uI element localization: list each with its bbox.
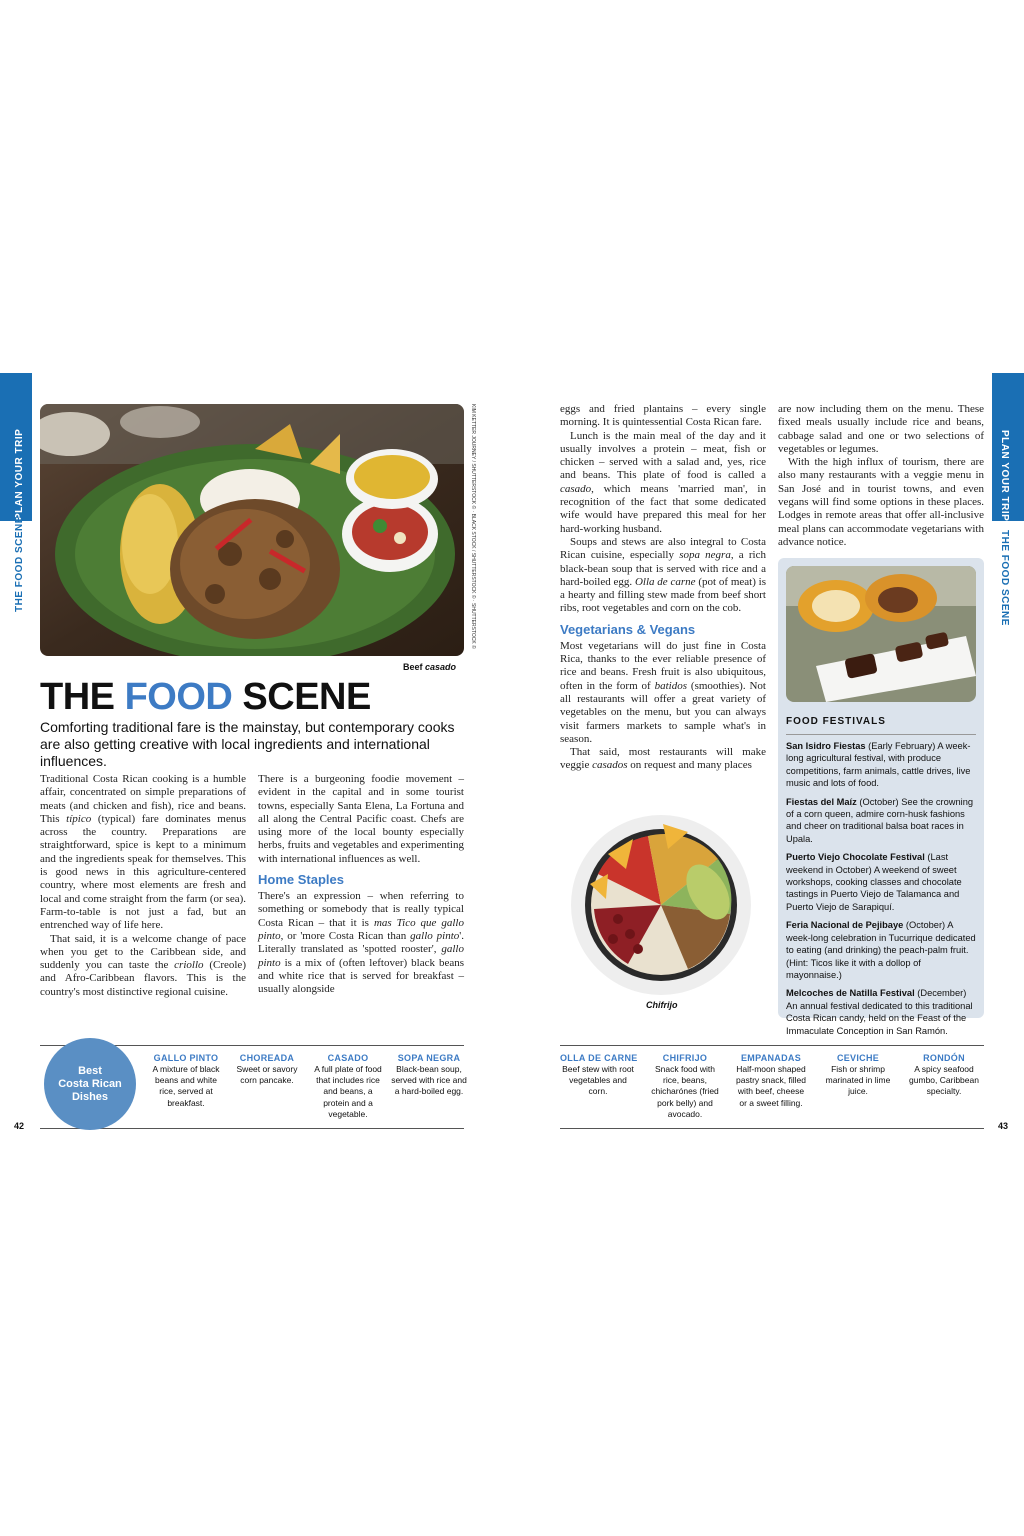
best-dishes-badge: Best Costa Rican Dishes bbox=[44, 1038, 136, 1130]
festival-item: Fiestas del Maíz (October) See the crowning of a corn queen, admire corn-husk fashions and cheer on traditional balsa boat races in Upala. bbox=[786, 796, 974, 844]
beef-casado-caption: Beef casado bbox=[403, 662, 457, 672]
food-festivals-list bbox=[786, 740, 978, 1043]
paragraph: are now including them on the menu. These fixed meals usually include rice and beans, cabbage salad and one or two selections of vegetables or legumes. bbox=[778, 403, 984, 455]
paragraph: Traditional Costa Rican cooking is a humble affair, concentrated on simple preparations of meats (and chicken and fish), rice and beans. This típico (typical) fare dominates menus across the country. Preparations are straightforward, spice is kept to a minimum and the ingredients speak for themselves. This is good news in this agriculture-centered country, where most elements are fresh and local and come straight from the farm (or sea). Farm-to-table is not just a fad, but an entrenched way of life here. bbox=[40, 773, 246, 932]
paragraph: That said, most restaurants will make veggie casados on request and many places bbox=[560, 746, 766, 772]
photo-credit: KIM KETTER JOURNEY / SHUTTERSTOCK © · BLACK STOCK / SHUTTERSTOCK © · SHUTTERSTOCK © bbox=[470, 404, 476, 649]
paragraph: eggs and fried plantains – every single morning. It is quintessential Costa Rican fare. bbox=[560, 403, 766, 429]
dish-casado: CASADO A full plate of food that includes rice and beans, a protein and a vegetable. bbox=[314, 1053, 382, 1119]
paragraph: That said, it is a welcome change of pace when you get to the Caribbean side, and suddenly you can taste the criollo (Creole) and Afro-Caribbean flavors. This is the country's most distinctive regional cuisine. bbox=[40, 932, 246, 998]
paragraph: With the high influx of tourism, there are also many restaurants with a veggie menu in San José and in tourist towns, and even vegans will find some options in these places. Lodges in remote areas that offer all-inclusive meal plans can accommodate vegetarians with advance notice. bbox=[778, 456, 984, 548]
chifrijo-caption: Chifrijo bbox=[646, 1000, 678, 1010]
festival-item: San Isidro Fiestas (Early February) A week-long agricultural festival, with produce competitions, farm animals, cattle drives, live music and lots of food. bbox=[786, 741, 971, 789]
paragraph: Lunch is the main meal of the day and it usually involves a protein – meat, fish or chicken – served with a salad and, yes, rice and beans. This plate of food is called a casado, which means 'married man', in recognition of the fact that some dedicated wife would have prepared this meal for her hard-working husband. bbox=[560, 429, 766, 535]
festival-item: Melcoches de Natilla Festival (December) An annual festival dedicated to this traditional Costa Rican candy, held on the Feast of the Immaculate Conception in San Ramón. bbox=[786, 988, 973, 1036]
divider bbox=[560, 1128, 984, 1129]
section-heading-vegetarians: Vegetarians & Vegans bbox=[560, 621, 696, 637]
paragraph: Most vegetarians will do just fine in Costa Rica, thanks to the ever reliable presence of rice and beans. Fresh fruit is also ubiquitous, often in the form of batidos (smoothies). Not all restaurants will offer a great variety of vegetables on the menu, but you can always visit farmers markets to sample what's in season. bbox=[560, 639, 766, 745]
beef-casado-photo bbox=[40, 404, 464, 656]
body-column-2 bbox=[258, 773, 464, 996]
body-column-1 bbox=[40, 773, 246, 999]
body-column-3 bbox=[560, 403, 766, 773]
dish-olla-de-carne: OLLA DE CARNE Beef stew with root vegetables and corn. bbox=[560, 1053, 638, 1097]
food-festivals-title: FOOD FESTIVALS bbox=[786, 716, 886, 727]
chocolate-photo bbox=[786, 566, 976, 702]
dish-sopa-negra: SOPA NEGRA Black-bean soup, served with rice and a hard-boiled egg. bbox=[391, 1053, 467, 1097]
festival-item: Puerto Viejo Chocolate Festival (Last weekend in October) A weekend of sweet workshops, cooking classes and chocolate tastings in Puerto Viejo de Talamanca and Puerto Viejo de Sarapiquí. bbox=[786, 852, 962, 912]
festival-item: Feria Nacional de Pejibaye (October) A week-long celebration in Tucurrique dedicated to eating (and drinking) the peach-palm fruit. (Hint: Ticos like it with a dollop of mayonnaise.) bbox=[786, 920, 976, 980]
chifrijo-photo bbox=[568, 814, 754, 996]
section-heading-home-staples: Home Staples bbox=[258, 872, 344, 888]
body-column-4 bbox=[778, 403, 984, 549]
dish-gallo-pinto: GALLO PINTO A mixture of black beans and white rice, served at breakfast. bbox=[152, 1053, 220, 1108]
dish-rondon: RONDÓN A spicy seafood gumbo, Caribbean specialty. bbox=[909, 1053, 979, 1097]
divider bbox=[40, 1128, 464, 1129]
divider bbox=[786, 734, 976, 735]
paragraph: There is a burgeoning foodie movement – evident in the capital and in some tourist towns, especially Santa Elena, La Fortuna and all along the Central Pacific coast. Chefs are using more of the local bounty especially herbs, fruits and vegetables and experimenting with international influences as well. bbox=[258, 773, 464, 865]
intro-text: Comforting traditional fare is the mainstay, but contemporary cooks are also getting creative with local ingredients and international influences. bbox=[40, 719, 455, 769]
dish-chifrijo: CHIFRIJO Snack food with rice, beans, chicharónes (fried pork belly) and avocado. bbox=[651, 1053, 719, 1119]
paragraph: There's an expression – when referring to something or somebody that is really typical Costa Rican – that it is mas Tico que gallo pinto, or 'more Costa Rican than gallo pinto'. Literally translated as 'spotted rooster', gallo pinto is a mix of (often leftover) black beans and white rice that is served for breakfast – usually alongside bbox=[258, 890, 464, 996]
right-section-label: THE FOOD SCENE bbox=[999, 530, 1010, 626]
page-number-right: 43 bbox=[998, 1121, 1009, 1131]
left-section-label: THE FOOD SCENE bbox=[14, 516, 25, 612]
page-title: THE FOOD SCENE bbox=[40, 676, 371, 718]
page-number-left: 42 bbox=[14, 1121, 25, 1131]
paragraph: Soups and stews are also integral to Costa Rican cuisine, especially sopa negra, a rich black-bean soup that is served with rice and a hard-boiled egg. Olla de carne (pot of meat) is a hearty and filling stew made from beef short ribs, root vegetables and corn on the cob. bbox=[560, 535, 766, 615]
left-tab-label: PLAN YOUR TRIP bbox=[14, 428, 25, 520]
right-tab-label: PLAN YOUR TRIP bbox=[999, 430, 1010, 522]
dish-choreada: CHOREADA Sweet or savory corn pancake. bbox=[236, 1053, 298, 1086]
dish-ceviche: CEVICHE Fish or shrimp marinated in lime juice. bbox=[825, 1053, 891, 1097]
dish-empanadas: EMPANADAS Half-moon shaped pastry snack, filled with beef, cheese or a sweet filling. bbox=[736, 1053, 806, 1108]
divider bbox=[560, 1045, 984, 1046]
